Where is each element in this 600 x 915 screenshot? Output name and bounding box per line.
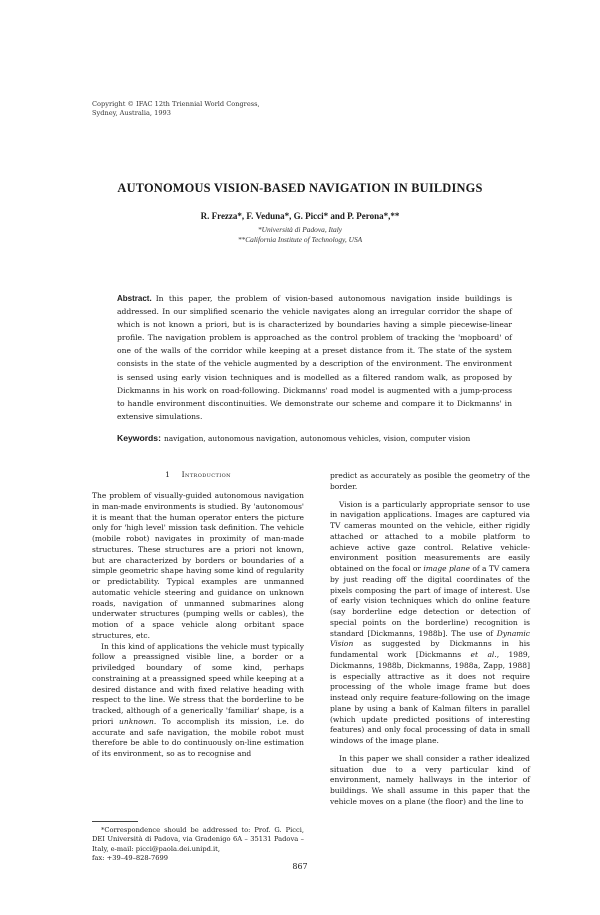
footnote-line: fax: +39–49–828-7699: [92, 853, 168, 862]
right-column: [330, 471, 530, 808]
abstract-label: Abstract.: [117, 294, 152, 303]
footnote-rule: [92, 821, 138, 822]
paragraph: predict as accurately as posible the geometry of the border.: [330, 471, 530, 491]
paragraph: The problem of visually-guided autonomous navigation in man-made environments is studied. By 'autonomous' it is meant that the human operator enters the picture only for 'high level' mission task definition. The vehicle (mobile robot) navigates in proximity of man-made structures. These structures are a priori not known, but are characterized by borders or boundaries of a simple geometric shape having some kind of regularity or predictability. Typical examples are unmanned automatic vehicle steering and guidance on unknown roads, navigation of unmanned submarines along underwater structures (pumping wells or cables), the motion of a space vehicle along orbitant space structures, etc.: [92, 491, 304, 640]
copyright-line: Sydney, Australia, 1993: [92, 108, 171, 117]
page-number: 867: [292, 862, 308, 871]
section-heading: [92, 470, 304, 479]
affiliations: [0, 225, 600, 245]
abstract: [117, 292, 512, 423]
keywords: [117, 433, 537, 444]
affiliation: **California Institute of Technology, USA: [237, 235, 363, 244]
footnote-line: *Correspondence should be addressed to: Prof. G. Picci, DEI Università di Padova, via Gradenigo 6A – 35131 Padova – Italy, e-mail: picci@paola.dei.unipd.it,: [92, 826, 304, 853]
keywords-label: Keywords:: [117, 433, 161, 443]
keywords-text: navigation, autonomous navigation, autonomous vehicles, vision, computer vision: [163, 434, 471, 443]
affiliation: *Università di Padova, Italy: [257, 225, 343, 234]
paragraph: Vision is a particularly appropriate sensor to use in navigation applications. Images are captured via TV cameras mounted on the vehicle, either rigidly attached or attached to a mobile platform to achieve active gaze control. Relative vehicle-environment position measurements are easily obtained on the focal or image plane of a TV camera by just reading off the digital coordinates of the pixels composing the part of image of interest. Use of early vision techniques which do online feature (say borderline edge detection or detection of special points on the borderline) recognition is standard [Dickmanns, 1988b]. The use of Dynamic Vision as suggested by Dickmanns in his fundamental work [Dickmanns et al., 1989, Dickmanns, 1988b, Dickmanns, 1988a, Zapp, 1988] is especially attractive as it does not require processing of the whole image frame but does instead only require feature-following on the image plane by using a bank of Kalman filters in parallel (which update predicted positions of interesting features) and only focal processing of data in small windows of the image plane.: [330, 499, 531, 745]
section-number: 1: [165, 470, 171, 479]
section-title: Introduction: [181, 470, 231, 479]
authors: R. Frezza*, F. Veduna*, G. Picci* and P. Perona*,**: [200, 211, 400, 221]
left-column: [92, 491, 304, 760]
copyright-notice: [92, 100, 392, 117]
abstract-text: In this paper, the problem of vision-based autonomous navigation inside buildings is addressed. In our simplified scenario the vehicle navigates along an irregular corridor the shape of which is not known a priori, but is is characterized by boundaries having a simple piecewise-linear profile. The navigation problem is approached as the control problem of tracking the 'mopboard' of one of the walls of the corridor while keeping at a preset distance from it. The state of the system consists in the state of the vehicle augmented by a description of the environment. The environment is sensed using early vision techniques and is modelled as a filtered random walk, as proposed by Dickmanns in his work on road-following. Dickmanns' road model is augmented with a jump-process to handle environment discontinuities. We demonstrate our scheme and compare it to Dickmanns' in extensive simulations.: [117, 294, 512, 421]
paragraph: In this paper we shall consider a rather idealized situation due to a very particular kind of environment, namely hallways in the interior of buildings. We shall assume in this paper that the vehicle moves on a plane (the floor) and the line to: [330, 753, 530, 806]
paper-title: AUTONOMOUS VISION-BASED NAVIGATION IN BUILDINGS: [117, 181, 483, 195]
paragraph: In this kind of applications the vehicle must typically follow a preassigned visible line, a border or a priviledged boundary of some kind, perhaps constraining at a preassigned speed while keeping at a desired distance and with fixed relative heading with respect to the line. We stress that the borderline to be tracked, although of a generically 'familiar' shape, is a priori unknown. To accomplish its mission, i.e. do accurate and safe navigation, the mobile robot must therefore be able to do continuously on-line estimation of its environment, so as to recognise and: [92, 641, 305, 758]
footnote: [92, 826, 304, 863]
copyright-line: Copyright © IFAC 12th Triennial World Congress,: [92, 100, 260, 108]
